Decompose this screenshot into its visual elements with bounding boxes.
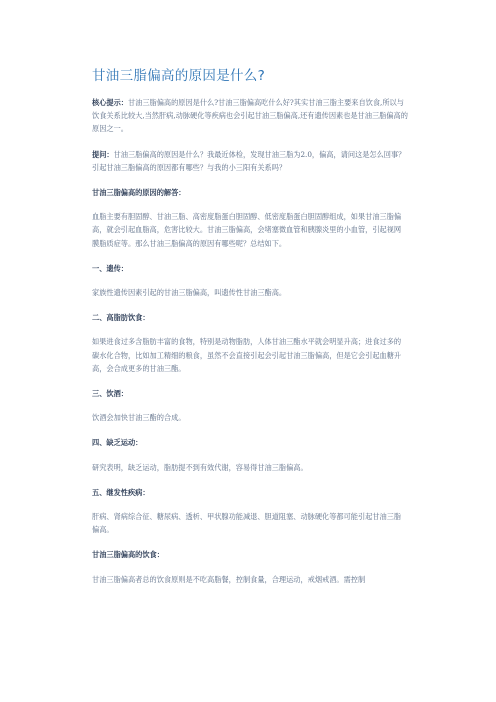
section-text-2: 如果进食过多含脂肪丰富的食物，特别是动物脂肪，人体甘油三酯水平就会明显升高；进食过多的碳水化合物，比如加工精细的粮食，虽然不会直接引起会引起甘油三脂偏高，但是它会引起血糖升高，会合成更多的甘油三酯。 <box>92 337 402 373</box>
section-text-3: 饮酒会加快甘油三酯的合成。 <box>92 413 186 423</box>
section-heading-4: 四、缺乏运动： <box>92 438 143 448</box>
question-text: 甘油三脂偏高的原因是什么？我最近体检，发现甘油三脂为2.0，偏高，请问这是怎么回事？引起甘油三脂偏高的原因都有哪些？与我的小三阳有关系吗？ <box>92 149 406 172</box>
summary-text: 甘油三脂偏高的原因是什么?甘油三脂偏高吃什么好?其实甘油三脂主要来自饮食,所以与饮食关系比较大,当然肝病,动脉硬化等疾病也会引起甘油三脂偏高,还有遗传因素也是甘油三脂偏高的原因之一。 <box>92 98 408 134</box>
answer-intro: 血脂主要有胆固醇、甘油三脂、高密度脂蛋白胆固醇、低密度脂蛋白胆固醇组成，如果甘油三脂偏高，就会引起血脂高，危害比较大。甘油三脂偏高，会堵塞微血管和胰腺炎里的小血管，引起视网膜脂质症等。那么甘油三脂偏高的原因有哪些呢？总结如下。 <box>92 212 402 248</box>
question-paragraph <box>92 148 408 174</box>
section-text-1: 家族性遗传因素引起的甘油三脂偏高，叫遗传性甘油三酯高。 <box>92 288 287 298</box>
section-heading-2: 二、高脂肪饮食： <box>92 313 150 323</box>
section-heading-1: 一、遗传： <box>92 263 128 273</box>
summary-label: 核心提示： <box>92 98 128 107</box>
section-heading-3: 三、饮酒： <box>92 389 128 399</box>
page-title: 甘油三脂偏高的原因是什么? <box>92 68 266 84</box>
answer-heading: 甘油三脂偏高的原因的解答： <box>92 188 186 198</box>
section-text-5: 肝病、肾病综合征、糖尿病、透析、甲状腺功能减退、胆道阻塞、动脉硬化等都可能引起甘油三脂偏高。 <box>92 512 402 535</box>
question-label: 提问： <box>92 149 114 159</box>
summary-paragraph <box>92 96 408 136</box>
article-body <box>92 96 408 598</box>
diet-heading: 甘油三脂偏高的饮食： <box>92 550 164 560</box>
section-text-4: 研究表明，缺乏运动，脂肪提不到有效代谢，容易得甘油三脂偏高。 <box>92 462 308 472</box>
section-heading-5: 五、继发性疾病： <box>92 487 150 497</box>
diet-text: 甘油三脂偏高者总的饮食原则是不吃高脂餐，控制食量，合理运动，戒烟戒酒。需控制 <box>92 574 366 584</box>
